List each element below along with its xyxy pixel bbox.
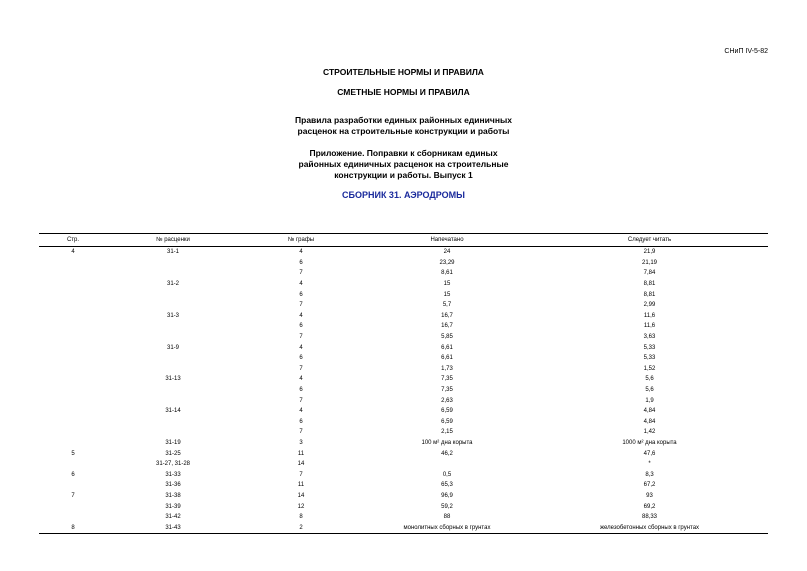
table-row [39,427,768,438]
cell-rate-number: 31-27, 31-28 [155,461,191,468]
cell-page [39,332,107,343]
cell-rate-number [107,364,239,375]
table-row [39,289,768,300]
cell-rate-number: 31-42 [165,514,181,521]
cell-page [39,417,107,428]
cell-rate-number [107,427,239,438]
cell-column-number: 8 [299,514,303,521]
rules-title [0,115,807,137]
cell-column-number: 7 [299,334,303,341]
cell-rate-number [107,385,239,396]
header-printed: Напечатано [363,234,531,247]
table-row [39,321,768,332]
cell-page [39,480,107,491]
cell-printed: 6,61 [441,355,453,362]
cell-printed: 1,73 [441,365,453,372]
cell-printed: 65,3 [441,482,453,489]
cell-column-number: 4 [299,249,303,256]
header-column-number: № графы [239,234,363,247]
document-code: СНиП IV-5-82 [724,48,768,55]
cell-should-read: железобетонных сборных в грунтах [531,522,768,533]
table-row [39,374,768,385]
table-row [39,247,768,258]
table-row [39,385,768,396]
cell-column-number: 14 [297,461,305,468]
cell-rate-number: 31-13 [165,376,181,383]
table-row [39,268,768,279]
cell-column-number: 12 [297,503,305,510]
cell-should-read: 5,6 [645,387,654,394]
table-row [39,438,768,449]
cell-page [39,385,107,396]
cell-rate-number [107,321,239,332]
cell-page [39,374,107,385]
cell-rate-number [107,332,239,343]
cell-column-number: 7 [299,471,303,478]
appendix-title-line: конструкции и работы. Выпуск 1 [334,170,473,180]
table-row [39,459,768,470]
cell-rate-number [107,395,239,406]
cell-column-number: 2 [239,522,363,533]
cell-rate-number [107,289,239,300]
cell-page [39,406,107,417]
cell-should-read: 8,81 [643,281,656,288]
table-row [39,279,768,290]
cell-printed: 88 [443,514,451,521]
cell-printed: 96,9 [441,492,453,499]
cell-should-read: 4,84 [643,418,656,425]
cell-should-read: 21,19 [641,259,657,266]
rules-title-line: расценок на строительные конструкции и работы [297,126,510,136]
cell-page [39,501,107,512]
cell-printed: 5,85 [441,334,453,341]
table-header-row [39,234,768,247]
cell-column-number: 11 [297,450,305,457]
cell-should-read: 8,3 [645,471,654,478]
cell-page [39,258,107,269]
cell-printed: 8,61 [441,270,453,277]
cell-page [39,321,107,332]
cell-rate-number: 31-3 [166,312,179,319]
rules-title-line: Правила разработки единых районных единичных [295,115,512,125]
cell-page: 4 [71,249,75,256]
cell-page [39,289,107,300]
cell-printed: 5,7 [442,302,452,309]
cell-page [39,311,107,322]
cell-rate-number: 31-14 [165,408,181,415]
cell-should-read: 2,99 [643,302,656,309]
cell-column-number: 6 [299,323,303,330]
cell-printed: 6,59 [441,408,453,415]
cell-printed: 6,61 [441,344,453,351]
cell-should-read: 4,84 [643,408,656,415]
cell-page [39,279,107,290]
cell-printed [363,459,531,470]
cell-page [39,395,107,406]
cell-page [39,353,107,364]
appendix-title [0,148,807,181]
table-row [39,469,768,480]
cell-should-read: 93 [646,492,653,499]
cell-should-read: 5,33 [643,344,656,351]
header-should-read: Следует читать [531,234,768,247]
cell-page: 5 [71,450,75,457]
cell-rate-number [107,300,239,311]
cell-should-read: 3,63 [643,334,656,341]
table-row [39,406,768,417]
table-row [39,501,768,512]
cell-should-read: 1,42 [643,429,656,436]
table-row [39,364,768,375]
table-row [39,480,768,491]
cell-page [39,427,107,438]
cell-should-read: 11,6 [643,312,656,319]
cell-should-read: 7,84 [643,270,656,277]
cell-printed: 0,5 [442,471,452,478]
cell-should-read: 69,2 [643,503,656,510]
cell-should-read: 67,2 [643,482,656,489]
cell-rate-number: 31-1 [166,249,179,256]
cell-should-read: 5,33 [643,355,656,362]
table-row [39,332,768,343]
cell-printed: 16,7 [441,323,453,330]
table-row [39,300,768,311]
table-row [39,491,768,502]
cell-rate-number [107,258,239,269]
title-building-norms: СТРОИТЕЛЬНЫЕ НОРМЫ И ПРАВИЛА [323,67,484,77]
header-page: Стр. [39,234,107,247]
cell-should-read: * [648,461,651,468]
cell-page [39,300,107,311]
cell-column-number: 4 [299,344,303,351]
cell-printed: 6,59 [441,418,453,425]
cell-rate-number: 31-25 [165,450,181,457]
cell-page: 7 [71,492,75,499]
cell-column-number: 7 [299,270,303,277]
cell-should-read: 8,81 [643,291,656,298]
appendix-title-line: Приложение. Поправки к сборникам единых [309,148,498,158]
cell-printed: 46,2 [441,450,453,457]
cell-rate-number [107,268,239,279]
cell-should-read: 1,9 [645,397,654,404]
cell-printed: 100 м² дна корыта [421,439,473,446]
cell-should-read: 47,6 [643,450,656,457]
table-row [39,311,768,322]
cell-should-read: 5,6 [645,376,654,383]
cell-column-number: 3 [299,439,303,446]
cell-column-number: 4 [299,376,303,383]
cell-rate-number: 31-33 [165,471,181,478]
cell-rate-number: 31-2 [166,281,179,288]
cell-printed: 7,35 [441,376,453,383]
cell-printed: 16,7 [441,312,453,319]
cell-should-read: 21,9 [643,249,656,256]
cell-column-number: 4 [299,408,303,415]
cell-rate-number [107,417,239,428]
cell-column-number: 4 [299,281,303,288]
cell-column-number: 7 [299,397,303,404]
cell-printed: 2,15 [441,429,453,436]
table-row [39,258,768,269]
cell-column-number: 11 [297,482,305,489]
cell-page [39,364,107,375]
table-row [39,522,768,533]
cell-should-read: 1000 м² дна корыта [622,439,677,446]
cell-rate-number: 31-39 [165,503,181,510]
cell-printed: 2,63 [441,397,453,404]
cell-rate-number: 31-19 [165,439,181,446]
cell-rate-number [107,353,239,364]
table-row [39,417,768,428]
title-estimate-norms: СМЕТНЫЕ НОРМЫ И ПРАВИЛА [337,87,470,97]
cell-printed: 7,35 [441,387,453,394]
appendix-title-line: районных единичных расценок на строительные [298,159,509,169]
table-row [39,353,768,364]
corrections-table [39,233,768,534]
cell-page [39,438,107,449]
header-rate-number: № расценки [107,234,239,247]
cell-rate-number: 31-38 [165,492,181,499]
cell-page [39,268,107,279]
cell-column-number: 6 [299,291,303,298]
cell-page: 6 [71,471,75,478]
cell-should-read: 11,6 [643,323,656,330]
cell-page: 8 [39,522,107,533]
cell-column-number: 7 [299,302,303,309]
cell-printed: 23,29 [439,259,455,266]
cell-column-number: 6 [299,259,303,266]
table-row [39,448,768,459]
cell-printed: 24 [443,249,451,256]
cell-rate-number: 31-9 [166,344,179,351]
cell-page [39,459,107,470]
table-row [39,342,768,353]
cell-rate-number: 31-36 [165,482,181,489]
collection-title: СБОРНИК 31. АЭРОДРОМЫ [342,190,465,200]
cell-column-number: 14 [297,492,305,499]
cell-printed: 59,2 [441,503,453,510]
cell-should-read: 1,52 [643,365,656,372]
cell-rate-number: 31-43 [107,522,239,533]
cell-column-number: 7 [299,365,303,372]
cell-column-number: 6 [299,418,303,425]
table-row [39,395,768,406]
cell-page [39,512,107,523]
cell-column-number: 7 [299,429,303,436]
cell-column-number: 4 [299,312,303,319]
cell-printed: 15 [443,281,451,288]
cell-printed: монолитных сборных в грунтах [363,522,531,533]
cell-printed: 15 [443,291,451,298]
cell-column-number: 6 [299,355,303,362]
cell-column-number: 6 [299,387,303,394]
table-row [39,512,768,523]
cell-should-read: 88,33 [641,514,657,521]
cell-page [39,342,107,353]
